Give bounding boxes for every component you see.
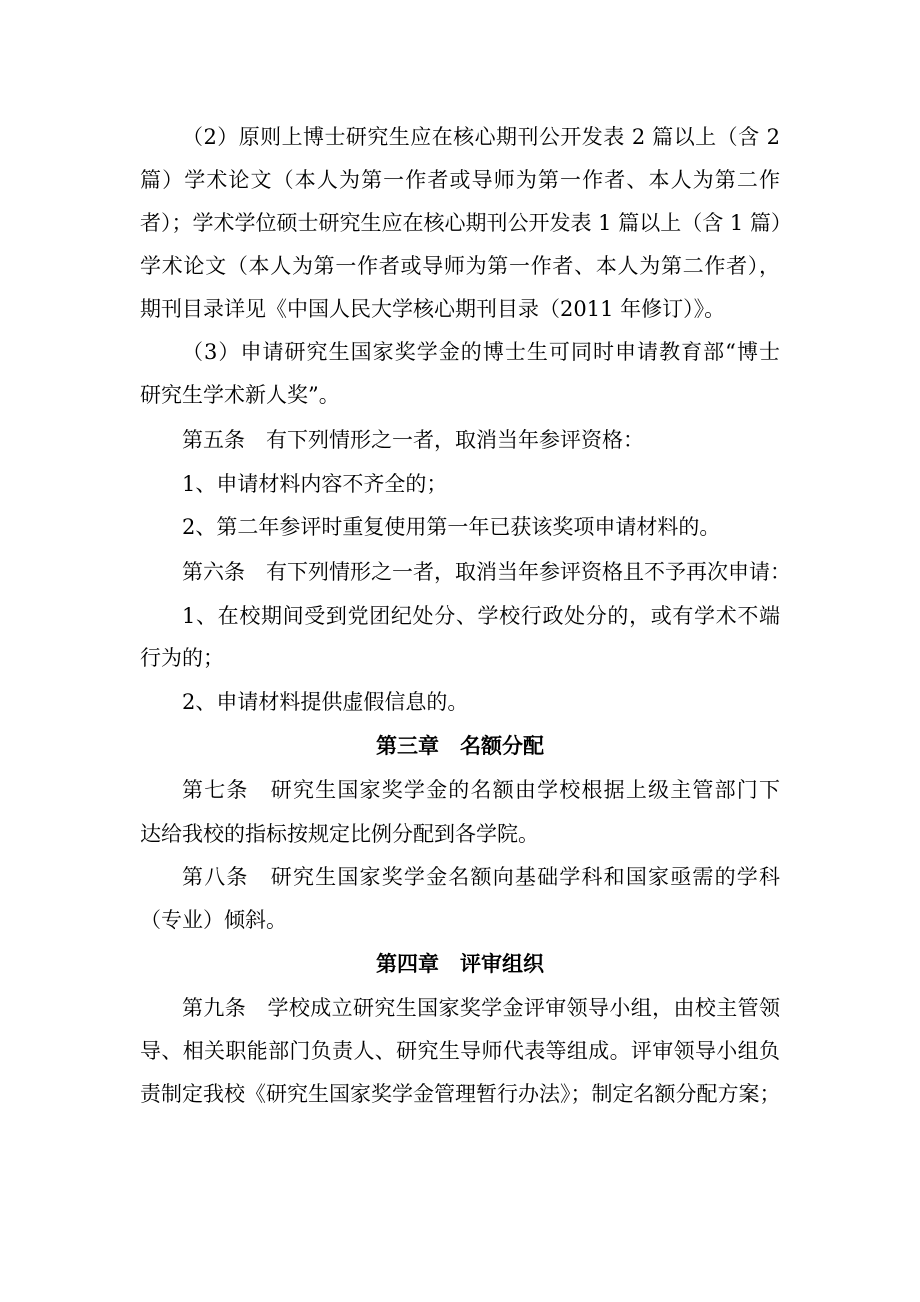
- para-req2-line-2: 篇）学术论文（本人为第一作者或导师为第一作者、本人为第二作: [140, 168, 780, 192]
- article-5-item-2: 2、第二年参评时重复使用第一年已获该奖项申请材料的。: [182, 515, 721, 539]
- chapter-3-title: 第三章 名额分配: [376, 734, 544, 758]
- para-req2-line-5: 期刊目录详见《中国人民大学核心期刊目录（2011 年修订）》。: [140, 297, 726, 321]
- article-6-heading: 第六条 有下列情形之一者，取消当年参评资格且不予再次申请：: [182, 560, 791, 584]
- article-9-line-2: 导、相关职能部门负责人、研究生导师代表等组成。评审领导小组负: [140, 1039, 780, 1063]
- article-8-line-2: （专业）倾斜。: [140, 908, 287, 932]
- para-req3-line-1: （3）申请研究生国家奖学金的博士生可同时申请教育部“博士: [182, 340, 780, 364]
- para-req2-line-3: 者）；学术学位硕士研究生应在核心期刊公开发表 1 篇以上（含 1 篇）: [140, 211, 792, 235]
- article-9-line-3: 责制定我校《研究生国家奖学金管理暂行办法》；制定名额分配方案；: [140, 1082, 781, 1106]
- chapter-4-title: 第四章 评审组织: [376, 952, 544, 976]
- article-7-line-2: 达给我校的指标按规定比例分配到各学院。: [140, 822, 539, 846]
- article-6-item-2: 2、申请材料提供虚假信息的。: [182, 690, 469, 714]
- para-req2-line-4: 学术论文（本人为第一作者或导师为第一作者、本人为第二作者），: [140, 254, 780, 278]
- para-req3-line-2: 研究生学术新人奖”。: [140, 383, 340, 407]
- article-9-line-1: 第九条 学校成立研究生国家奖学金评审领导小组，由校主管领: [182, 996, 780, 1020]
- article-6-item-1-line-1: 1、在校期间受到党团纪处分、学校行政处分的，或有学术不端: [182, 604, 780, 628]
- article-5-heading: 第五条 有下列情形之一者，取消当年参评资格：: [182, 428, 644, 452]
- para-req2-line-1: （2）原则上博士研究生应在核心期刊公开发表 2 篇以上（含 2: [182, 125, 780, 149]
- article-8-line-1: 第八条 研究生国家奖学金名额向基础学科和国家亟需的学科: [182, 865, 780, 889]
- article-6-item-1-line-2: 行为的；: [140, 646, 224, 670]
- article-5-item-1: 1、申请材料内容不齐全的；: [182, 472, 448, 496]
- article-7-line-1: 第七条 研究生国家奖学金的名额由学校根据上级主管部门下: [182, 778, 780, 802]
